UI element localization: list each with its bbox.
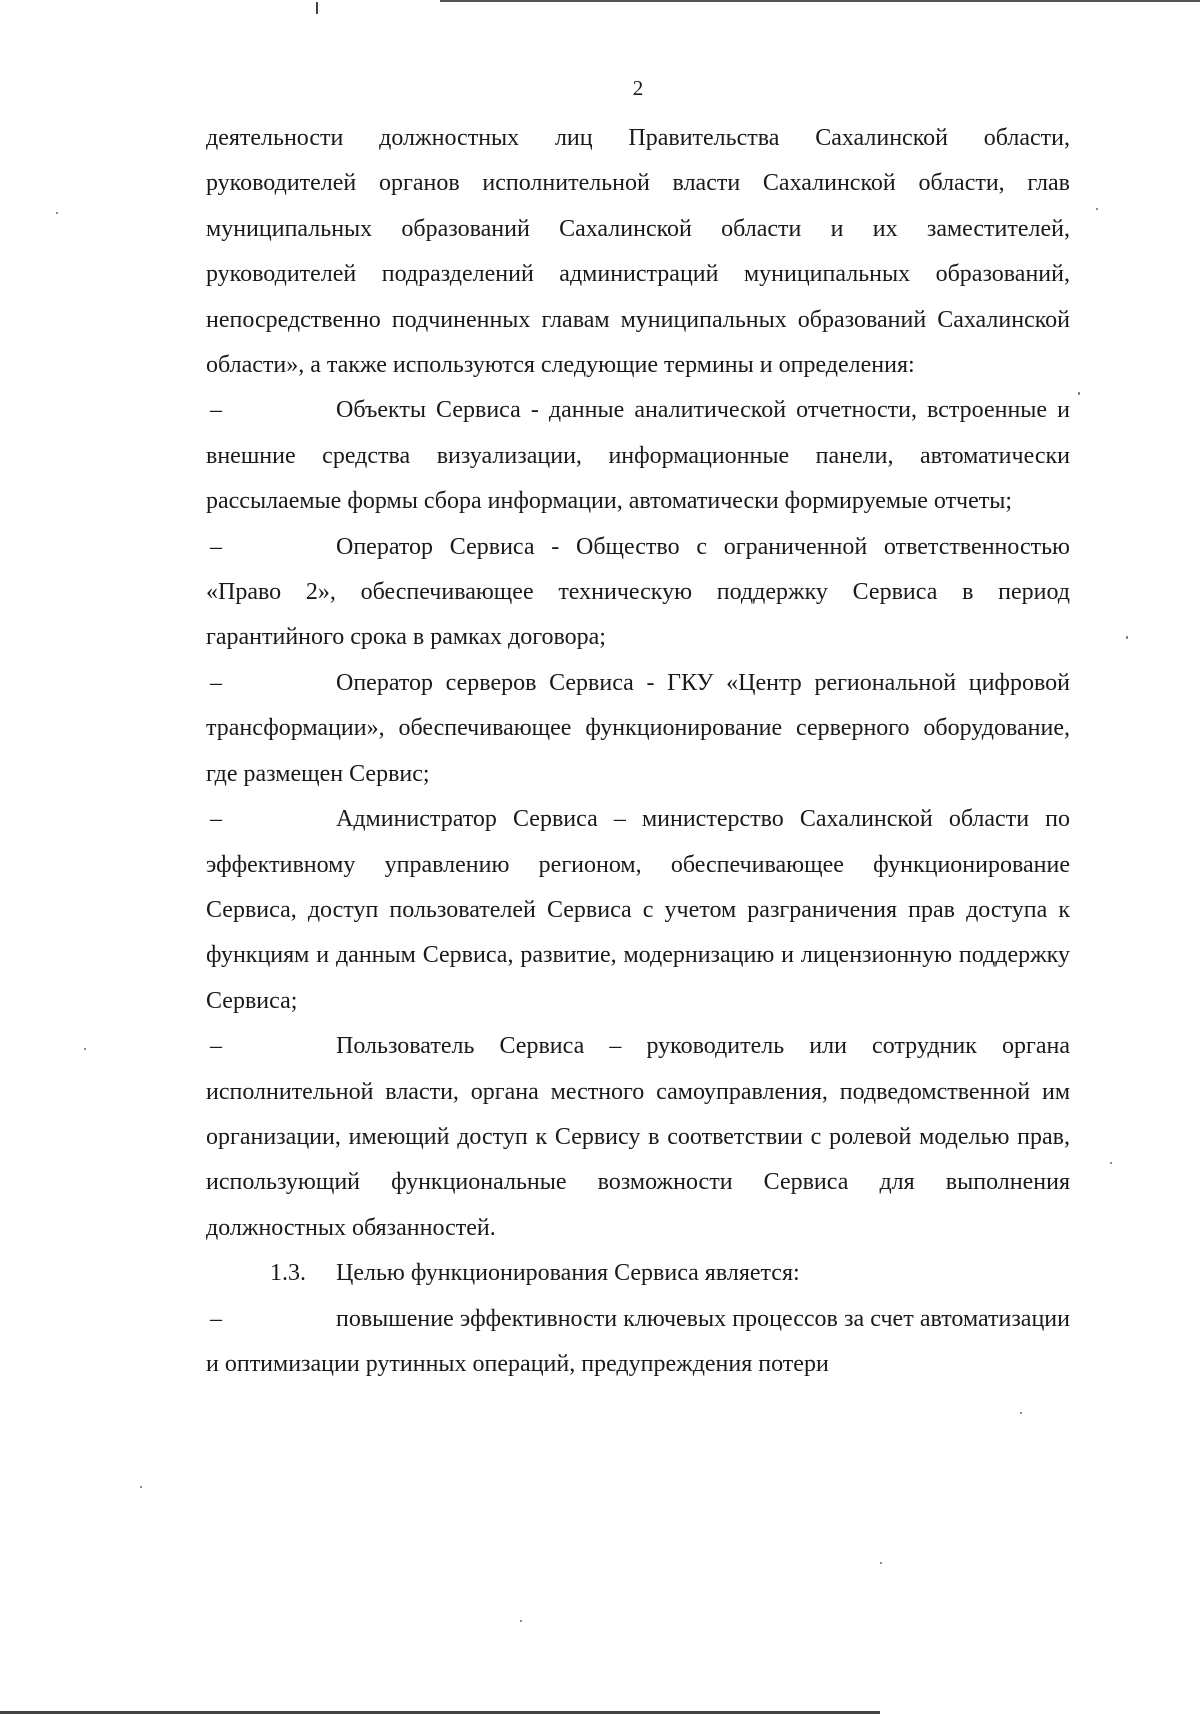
scan-speck (84, 1048, 86, 1050)
paragraph-definition-administrator (206, 797, 1070, 1024)
page-number: 2 (632, 76, 644, 100)
list-dash: – (210, 397, 222, 424)
scan-mark (316, 2, 318, 14)
section-number: 1.3. (270, 1260, 306, 1287)
document-body (206, 116, 1070, 1387)
list-dash: – (210, 669, 222, 696)
scan-speck (1126, 636, 1128, 639)
list-dash: – (210, 1033, 222, 1060)
scan-speck (1020, 1412, 1022, 1414)
list-dash: – (210, 533, 222, 560)
paragraph-definition-objects (206, 388, 1070, 524)
paragraph-text: деятельности должностных лиц Правительства Сахалинской области, руководителей органов исполнительной власти Сахалинской области, глав муниципальных образований Сахалинской области и их заместителей, руководителей подразделений администраций муниципальных образований, непосредственно подчиненных главам муниципальных образований Сахалинской области», а также используются следующие термины и определения: (206, 125, 1070, 379)
paragraph-text: повышение эффективности ключевых процессов за счет автоматизации и оптимизации рутинных операций, предупреждения потери (206, 1305, 1070, 1377)
scan-speck (1110, 1162, 1112, 1164)
paragraph-text: Целью функционирования Сервиса является: (336, 1260, 800, 1287)
scan-speck (1078, 392, 1080, 395)
paragraph-intro-continuation (206, 116, 1070, 388)
paragraph-definition-operator (206, 525, 1070, 661)
paragraph-text: Пользователь Сервиса – руководитель или сотрудник органа исполнительной власти, органа местного самоуправления, подведомственной им организации, имеющий доступ к Сервису в соответствии с ролевой моделью прав, использующий функциональные возможности Сервиса для выполнения должностных обязанностей. (206, 1033, 1070, 1241)
paragraph-goal-efficiency (206, 1297, 1070, 1388)
scan-speck (140, 1486, 142, 1488)
paragraph-definition-user (206, 1024, 1070, 1251)
scan-speck (56, 212, 58, 214)
paragraph-text: Оператор серверов Сервиса - ГКУ «Центр региональной цифровой трансформации», обеспечивающее функционирование серверного оборудование, где размещен Сервис; (206, 669, 1070, 787)
scan-edge-top (440, 0, 1200, 2)
paragraph-section-1-3 (206, 1251, 1070, 1296)
scan-speck (520, 1620, 522, 1622)
paragraph-text: Администратор Сервиса – министерство Сахалинской области по эффективному управлению регионом, обеспечивающее функционирование Сервиса, доступ пользователей Сервиса с учетом разграничения прав доступа к функциям и данным Сервиса, развитие, модернизацию и лицензионную поддержку Сервиса; (206, 806, 1070, 1014)
list-dash: – (210, 806, 222, 833)
paragraph-definition-server-operator (206, 661, 1070, 797)
paragraph-text: Оператор Сервиса - Общество с ограниченной ответственностью «Право 2», обеспечивающее техническую поддержку Сервиса в период гарантийного срока в рамках договора; (206, 533, 1070, 651)
paragraph-text: Объекты Сервиса - данные аналитической отчетности, встроенные и внешние средства визуализации, информационные панели, автоматически рассылаемые формы сбора информации, автоматически формируемые отчеты; (206, 397, 1070, 515)
list-dash: – (210, 1305, 222, 1332)
scan-speck (1096, 208, 1098, 210)
scan-speck (880, 1562, 882, 1564)
